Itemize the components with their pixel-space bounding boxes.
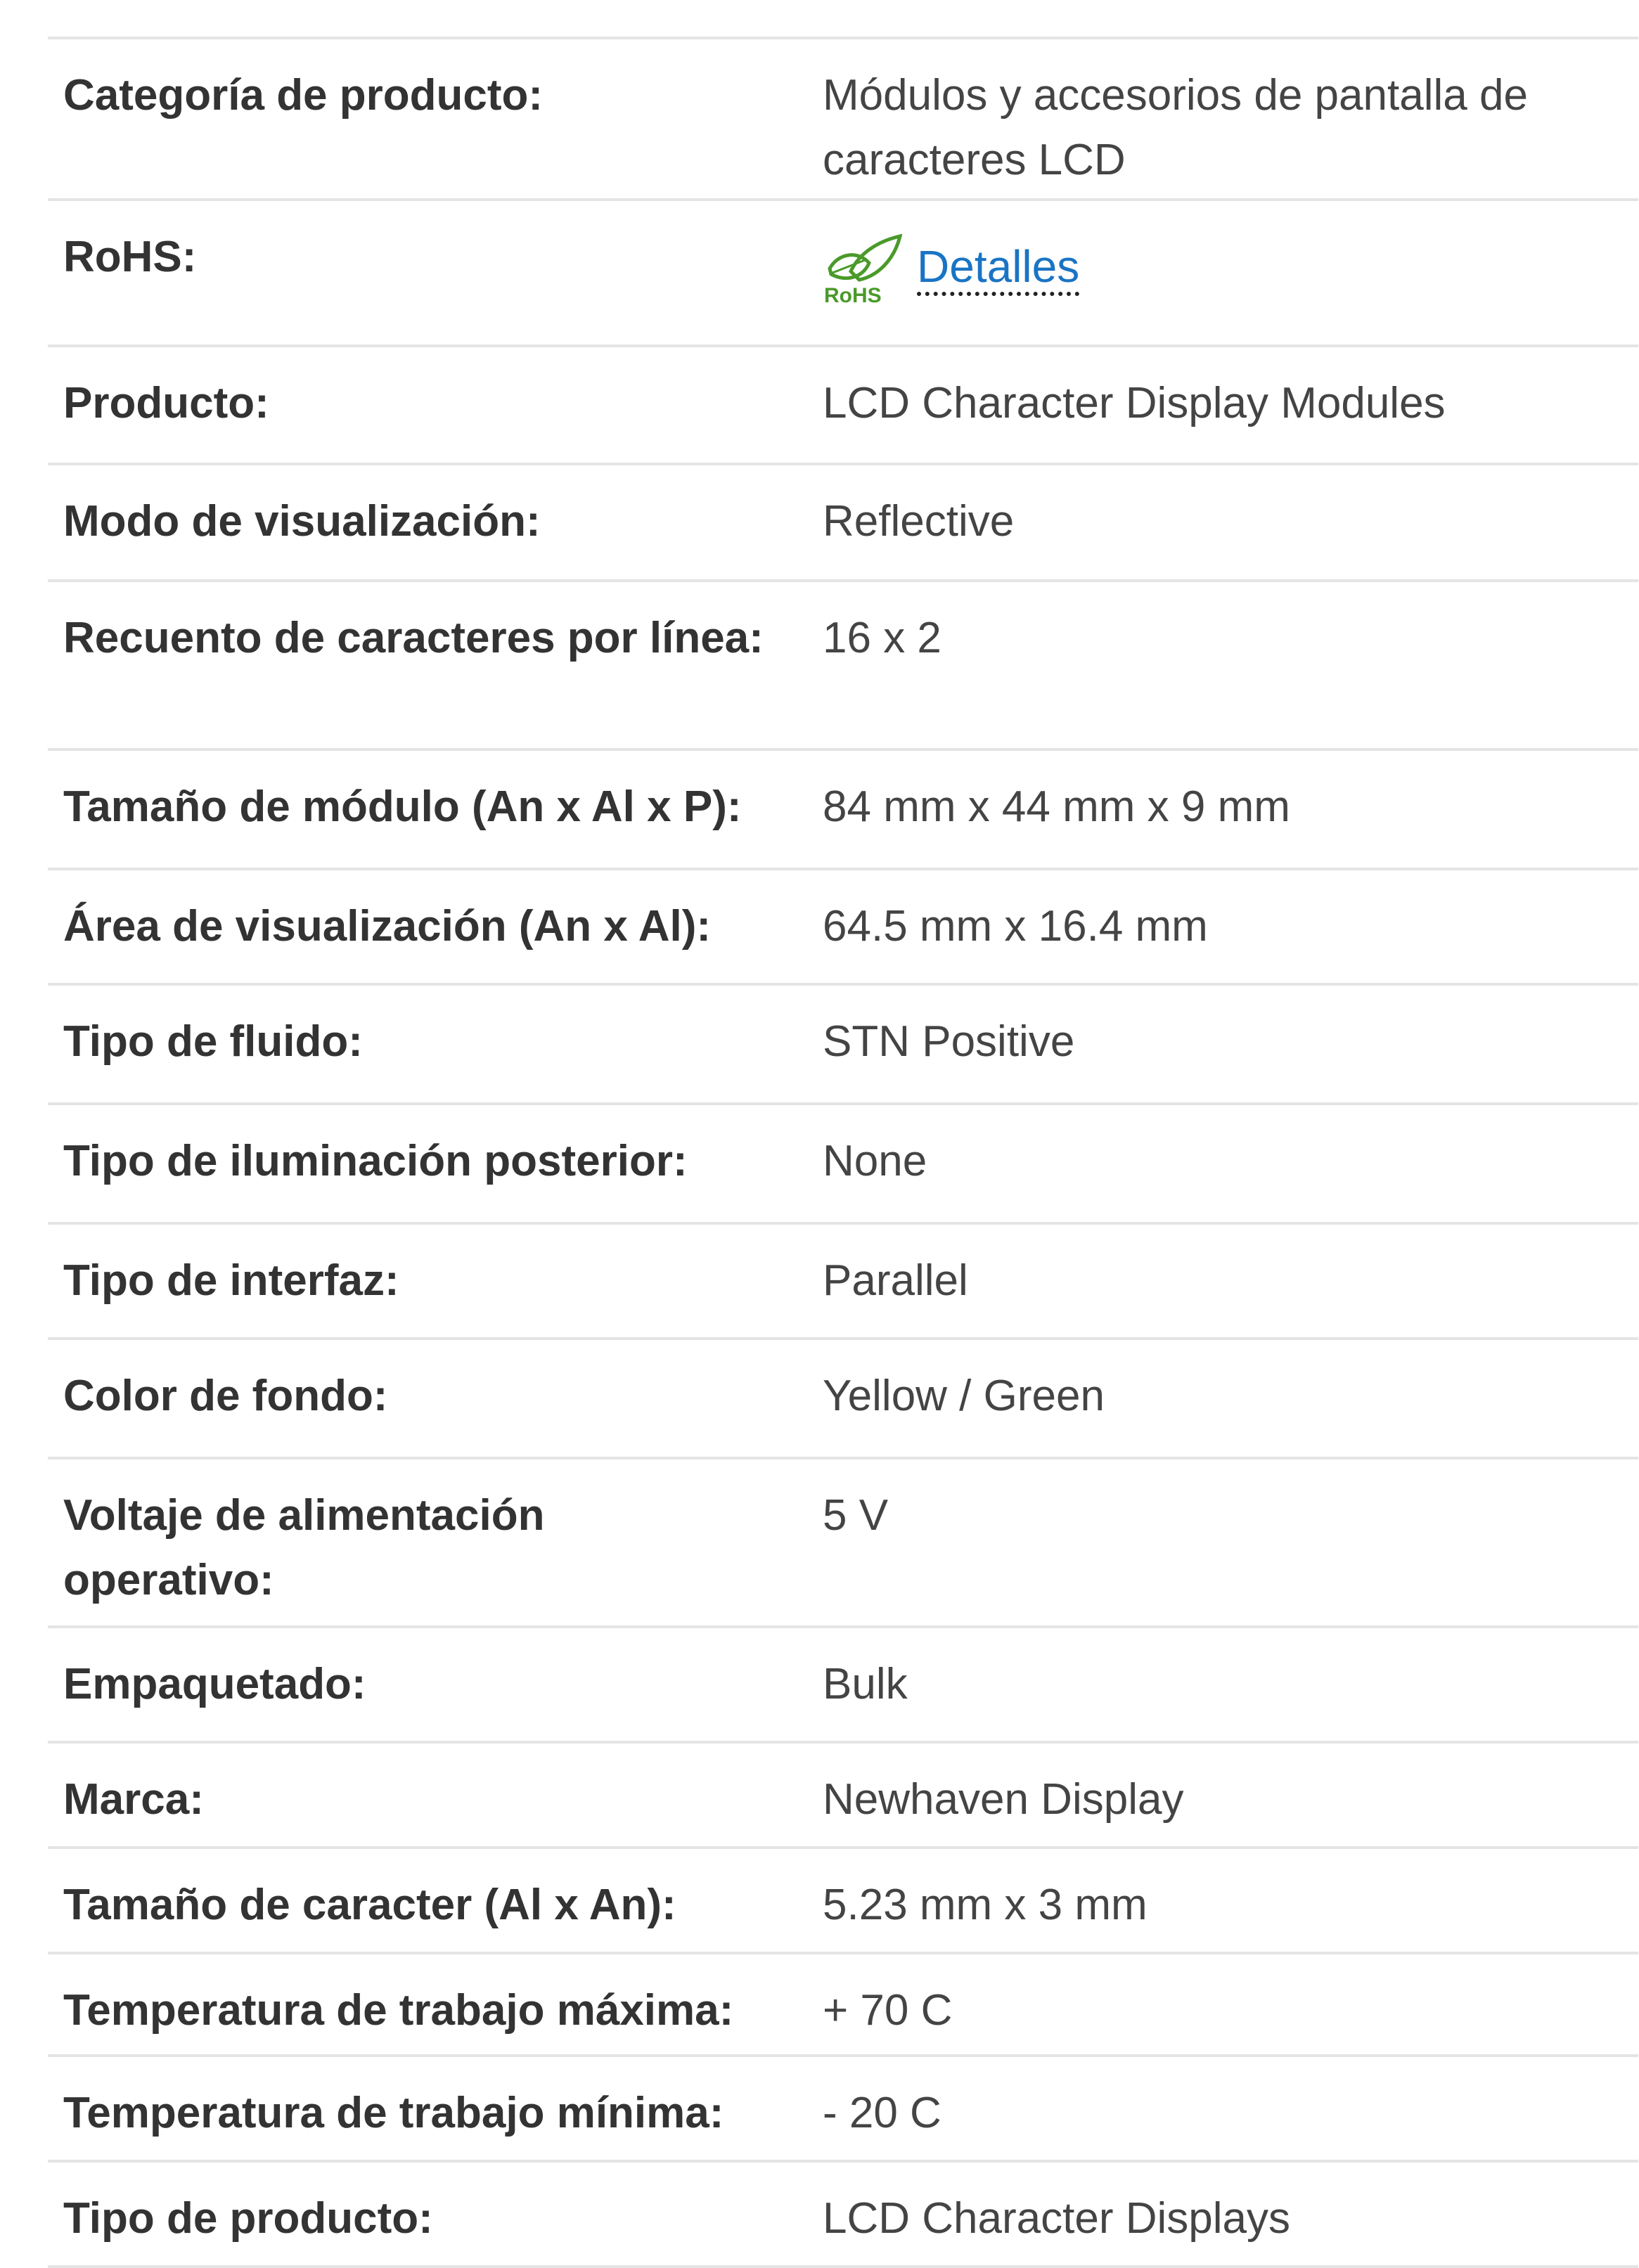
spec-value: + 70 C — [823, 1986, 953, 2035]
spec-label: Tipo de fluido: — [63, 1017, 363, 1066]
spec-row-tipo-interfaz — [48, 1225, 1638, 1340]
spec-value: 64.5 mm x 16.4 mm — [823, 902, 1208, 951]
rohs-details — [823, 232, 1079, 305]
product-spec-table — [48, 37, 1638, 2268]
spec-row-temp-minima — [48, 2057, 1638, 2163]
spec-value: Bulk — [823, 1660, 908, 1708]
spec-label: Temperatura de trabajo mínima: — [63, 2089, 724, 2137]
spec-label: Tipo de iluminación posterior: — [63, 1137, 688, 1185]
spec-label: Categoría de producto: — [63, 71, 544, 120]
spec-label: Producto: — [63, 379, 269, 427]
spec-row-color-fondo — [48, 1340, 1638, 1460]
spec-label: Temperatura de trabajo máxima: — [63, 1986, 734, 2035]
spec-label: Tipo de producto: — [63, 2194, 433, 2243]
spec-row-tamano-modulo — [48, 751, 1638, 870]
spec-value: Yellow / Green — [823, 1372, 1105, 1420]
spec-value: Reflective — [823, 497, 1015, 546]
spec-value: None — [823, 1137, 927, 1185]
spec-value: LCD Character Display Modules — [823, 379, 1446, 427]
spec-row-empaquetado — [48, 1628, 1638, 1744]
spec-row-producto — [48, 347, 1638, 465]
spec-label: Recuento de caracteres por línea: — [63, 614, 764, 662]
spec-row-temp-maxima — [48, 1954, 1638, 2057]
spec-row-categoria — [48, 39, 1638, 201]
spec-row-tipo-producto — [48, 2163, 1638, 2268]
spec-value: 16 x 2 — [823, 614, 941, 662]
spec-value: Módulos y accesorios de pantalla de caracteres LCD — [823, 71, 1528, 184]
spec-value: 5.23 mm x 3 mm — [823, 1881, 1148, 1929]
spec-label: RoHS: — [63, 233, 197, 281]
spec-label: Color de fondo: — [63, 1372, 388, 1420]
spec-row-iluminacion-posterior — [48, 1105, 1638, 1225]
spec-row-tamano-caracter — [48, 1849, 1638, 1954]
spec-label: Tipo de interfaz: — [63, 1256, 399, 1305]
spec-row-area-visualizacion — [48, 870, 1638, 986]
spec-row-marca — [48, 1744, 1638, 1849]
rohs-leaf-icon — [823, 232, 904, 305]
spec-value: 84 mm x 44 mm x 9 mm — [823, 782, 1290, 831]
spec-label: Modo de visualización: — [63, 497, 541, 546]
spec-value: STN Positive — [823, 1017, 1075, 1066]
spec-label: Área de visualización (An x Al): — [63, 902, 712, 951]
spec-label: Tamaño de caracter (Al x An): — [63, 1881, 676, 1929]
spec-value: - 20 C — [823, 2089, 941, 2137]
spec-value: Newhaven Display — [823, 1775, 1184, 1824]
spec-label: Empaquetado: — [63, 1660, 366, 1708]
spec-row-modo-visualizacion — [48, 465, 1638, 582]
spec-value: LCD Character Displays — [823, 2194, 1290, 2243]
spec-row-recuento-caracteres — [48, 582, 1638, 751]
spec-value-rohs — [779, 225, 1638, 321]
spec-row-voltaje-alimentacion — [48, 1460, 1638, 1628]
spec-value: 5 V — [823, 1491, 889, 1540]
rohs-details-link[interactable]: Detalles — [917, 241, 1079, 296]
spec-row-rohs — [48, 201, 1638, 347]
spec-label: Marca: — [63, 1775, 204, 1824]
spec-label: Tamaño de módulo (An x Al x P): — [63, 782, 742, 831]
spec-value: Parallel — [823, 1256, 968, 1305]
rohs-icon-text: RoHS — [824, 284, 882, 305]
spec-row-tipo-fluido — [48, 986, 1638, 1105]
spec-label: Voltaje de alimentación operativo: — [63, 1491, 545, 1604]
